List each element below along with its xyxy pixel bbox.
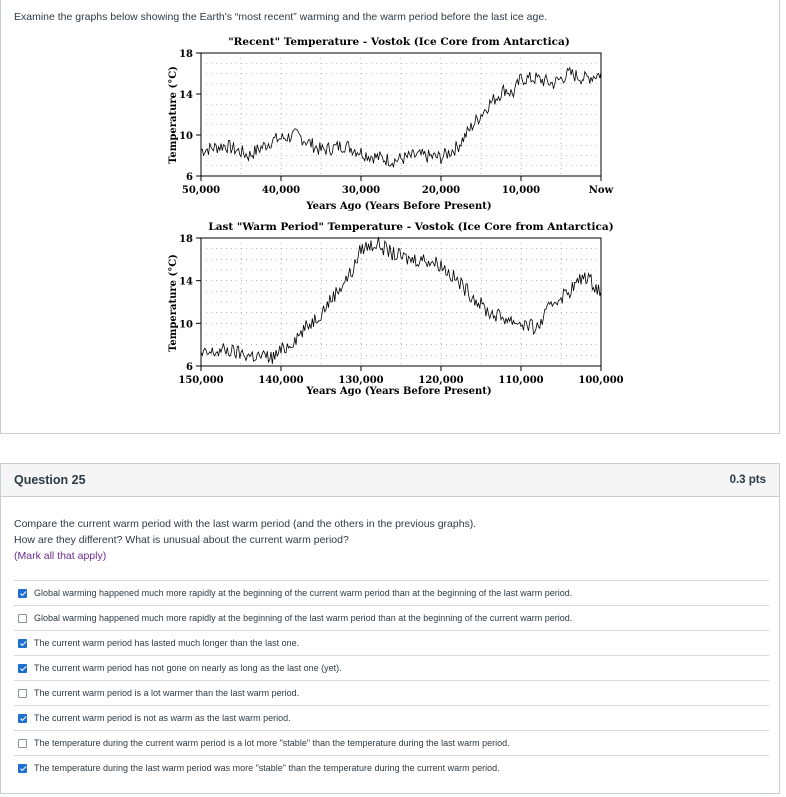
chart2-xlabel: Years Ago (Years Before Present) xyxy=(306,386,492,397)
y-tick-label: 10 xyxy=(179,131,193,142)
answer-label: Global warming happened much more rapidly at the beginning of the last warm period than at the beginning of the current warm period. xyxy=(34,613,573,623)
answer-label: The current warm period has lasted much longer than the last one. xyxy=(34,638,300,648)
answer-label: The temperature during the last warm period was more "stable" than the temperature during the current warm period. xyxy=(34,763,500,773)
answer-option[interactable] xyxy=(14,680,769,705)
answer-label: Global warming happened much more rapidly at the beginning of the current warm period than at the beginning of the last warm period. xyxy=(34,588,573,598)
y-tick-label: 18 xyxy=(179,234,193,245)
x-tick-label: 40,000 xyxy=(261,185,301,196)
x-tick-label: 20,000 xyxy=(421,185,461,196)
answer-option[interactable] xyxy=(14,730,769,755)
y-tick-label: 14 xyxy=(179,90,193,101)
answer-option[interactable] xyxy=(14,580,769,605)
answer-checkbox[interactable] xyxy=(18,664,27,673)
answer-label: The current warm period is a lot warmer than the last warm period. xyxy=(34,688,300,698)
x-tick-label: Now xyxy=(588,185,614,196)
answer-checkbox[interactable] xyxy=(18,614,27,623)
question-hint: (Mark all that apply) xyxy=(14,550,107,562)
x-tick-label: 120,000 xyxy=(418,375,464,386)
answer-checkbox[interactable] xyxy=(18,689,27,698)
x-tick-label: 50,000 xyxy=(181,185,221,196)
answer-checkbox[interactable] xyxy=(18,714,27,723)
question-text xyxy=(14,516,476,564)
question-title: Question 25 xyxy=(14,473,86,487)
intro-text: Examine the graphs below showing the Earth's “most recent” warming and the warm period before the last ice age. xyxy=(14,11,548,23)
answer-checkbox[interactable] xyxy=(18,764,27,773)
answer-checkbox[interactable] xyxy=(18,739,27,748)
chart1-title: "Recent" Temperature - Vostok (Ice Core from Antarctica) xyxy=(228,36,570,48)
answer-option[interactable] xyxy=(14,655,769,680)
answer-option[interactable] xyxy=(14,605,769,630)
x-tick-label: 10,000 xyxy=(501,185,541,196)
answer-option[interactable] xyxy=(14,630,769,655)
x-tick-label: 100,000 xyxy=(578,375,624,386)
vostok-charts xyxy=(1,0,786,420)
y-tick-label: 18 xyxy=(179,49,193,60)
y-tick-label: 10 xyxy=(179,319,193,331)
chart1-xlabel: Years Ago (Years Before Present) xyxy=(306,201,492,212)
x-tick-label: 130,000 xyxy=(338,375,384,386)
answer-checkbox[interactable] xyxy=(18,589,27,598)
chart2-title: Last "Warm Period" Temperature - Vostok (Ice Core from Antarctica) xyxy=(208,221,614,233)
answer-checkbox[interactable] xyxy=(18,639,27,648)
answer-label: The temperature during the current warm period is a lot more "stable" than the temperature during the last warm period. xyxy=(34,738,510,748)
y-tick-label: 14 xyxy=(179,276,193,288)
answer-label: The current warm period is not as warm as the last warm period. xyxy=(34,713,291,723)
chart2-ylabel: Temperature (°C) xyxy=(168,254,179,352)
answer-list xyxy=(14,580,769,780)
y-tick-label: 6 xyxy=(186,362,193,373)
y-tick-label: 6 xyxy=(186,172,193,183)
answer-label: The current warm period has not gone on nearly as long as the last one (yet). xyxy=(34,663,342,673)
chart1-ylabel: Temperature (°C) xyxy=(168,66,179,164)
chart1-series-line xyxy=(201,68,601,168)
question-line-2: How are they different? What is unusual about the current warm period? xyxy=(14,534,349,546)
question-card xyxy=(0,463,780,794)
question-header xyxy=(1,464,779,497)
x-tick-label: 30,000 xyxy=(341,185,381,196)
answer-option[interactable] xyxy=(14,705,769,730)
x-tick-label: 140,000 xyxy=(258,375,304,386)
x-tick-label: 150,000 xyxy=(178,375,224,386)
question-line-1: Compare the current warm period with the last warm period (and the others in the previous graphs). xyxy=(14,518,477,530)
answer-option[interactable] xyxy=(14,755,769,780)
x-tick-label: 110,000 xyxy=(498,375,544,386)
question-points: 0.3 pts xyxy=(729,474,766,486)
